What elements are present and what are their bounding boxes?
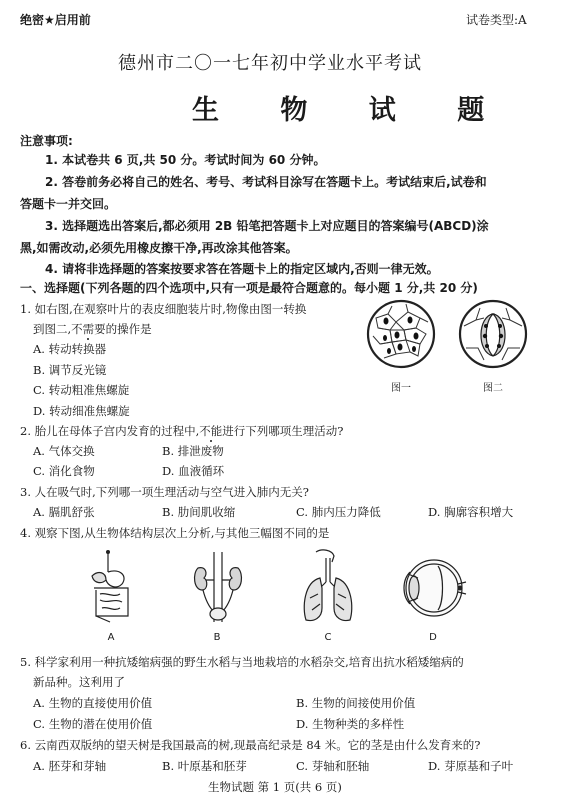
question-1-option: C. 转动粗准焦螺旋 <box>33 383 130 397</box>
question-2-option: C. 消化食物 <box>33 464 95 478</box>
paper-type-label: 试卷类型:A <box>466 13 527 27</box>
question-6-option: A. 胚芽和芽轴 <box>33 759 107 773</box>
emphasis-text: 不能 <box>199 424 223 438</box>
subject-title: 生 物 试 题 <box>192 95 511 126</box>
question-5-stem: 5. 科学家利用一种抗矮缩病强的野生水稻与当地栽培的水稻杂交,培育出抗水稻矮缩病的 <box>20 655 464 669</box>
notice-item: 1. 本试卷共 6 页,共 50 分。考试时间为 60 分钟。 <box>45 153 326 167</box>
question-1-option: B. 调节反光镜 <box>33 363 107 377</box>
question-5-option: D. 生物种类的多样性 <box>296 717 405 731</box>
figure-label: B <box>213 632 221 643</box>
question-3-stem: 3. 人在吸气时,下列哪一项生理活动与空气进入肺内无关? <box>20 485 309 499</box>
page-footer: 生物试题 第 1 页(共 6 页) <box>208 780 342 794</box>
question-1-stem-line2: 到图二,不需要的操作是 <box>33 322 152 336</box>
question-1-option: D. 转动细准焦螺旋 <box>33 404 130 418</box>
figure-label: D <box>429 632 437 643</box>
question-1-option: A. 转动转换器 <box>33 342 107 356</box>
figure-label: C <box>324 632 332 643</box>
eyeball-figure <box>398 552 466 624</box>
question-5-option: A. 生物的直接使用价值 <box>33 696 153 710</box>
question-3-option: C. 肺内压力降低 <box>296 505 381 519</box>
question-6-option: D. 芽原基和子叶 <box>428 759 514 773</box>
figure-caption: 图一 <box>391 383 411 394</box>
question-2-option: D. 血液循环 <box>162 464 225 478</box>
figure-caption: 图二 <box>483 383 503 394</box>
question-6-stem: 6. 云南西双版纳的望天树是我国最高的树,现最高纪录是 84 米。它的茎是由什么发育来的? <box>20 738 481 752</box>
confidential-label: 绝密★启用前 <box>20 13 91 27</box>
question-5-option: B. 生物的间接使用价值 <box>296 696 416 710</box>
respiratory-system-figure <box>298 548 358 626</box>
notice-item: 答题卡一并交回。 <box>20 197 117 211</box>
microscope-view-figure-two <box>458 298 528 370</box>
notice-item: 黑,如需改动,必须先用橡皮擦干净,再改涂其他答案。 <box>20 241 298 255</box>
exam-title: 德州市二〇一七年初中学业水平考试 <box>118 53 422 74</box>
question-1-stem: 1. 如右图,在观察叶片的表皮细胞装片时,物像由图一转换 <box>20 302 307 316</box>
question-5-stem-line2: 新品种。这利用了 <box>33 675 125 689</box>
question-4-stem: 4. 观察下图,从生物体结构层次上分析,与其他三幅图不同的是 <box>20 526 330 540</box>
microscope-view-figure-one <box>366 298 436 370</box>
digestive-system-figure <box>84 550 140 626</box>
question-3-option: A. 膈肌舒张 <box>33 505 95 519</box>
question-5-option: C. 生物的潜在使用价值 <box>33 717 153 731</box>
question-3-option: B. 肋间肌收缩 <box>162 505 236 519</box>
question-2-stem: 2. 胎儿在母体子宫内发育的过程中,不能进行下列哪项生理活动? <box>20 424 344 438</box>
section-heading: 一、选择题(下列各题的四个选项中,只有一项是最符合题意的。每小题 1 分,共 20 分) <box>20 281 478 295</box>
question-2-option: A. 气体交换 <box>33 444 95 458</box>
emphasis-text: 不需要 <box>71 322 106 336</box>
notice-item: 2. 答卷前务必将自己的姓名、考号、考试科目涂写在答题卡上。考试结束后,试卷和 <box>45 175 487 189</box>
question-6-option: B. 叶原基和胚芽 <box>162 759 247 773</box>
question-2-option: B. 排泄废物 <box>162 444 224 458</box>
question-3-option: D. 胸廓容积增大 <box>428 505 514 519</box>
urinary-system-figure <box>190 550 246 626</box>
notice-item: 3. 选择题选出答案后,都必须用 2B 铅笔把答题卡上对应题目的答案编号(ABCD)涂 <box>45 219 489 233</box>
figure-label: A <box>107 632 115 643</box>
notice-item: 4. 请将非选择题的答案按要求答在答题卡上的指定区域内,否则一律无效。 <box>45 262 439 276</box>
question-6-option: C. 芽轴和胚轴 <box>296 759 370 773</box>
notice-heading: 注意事项: <box>20 134 73 148</box>
